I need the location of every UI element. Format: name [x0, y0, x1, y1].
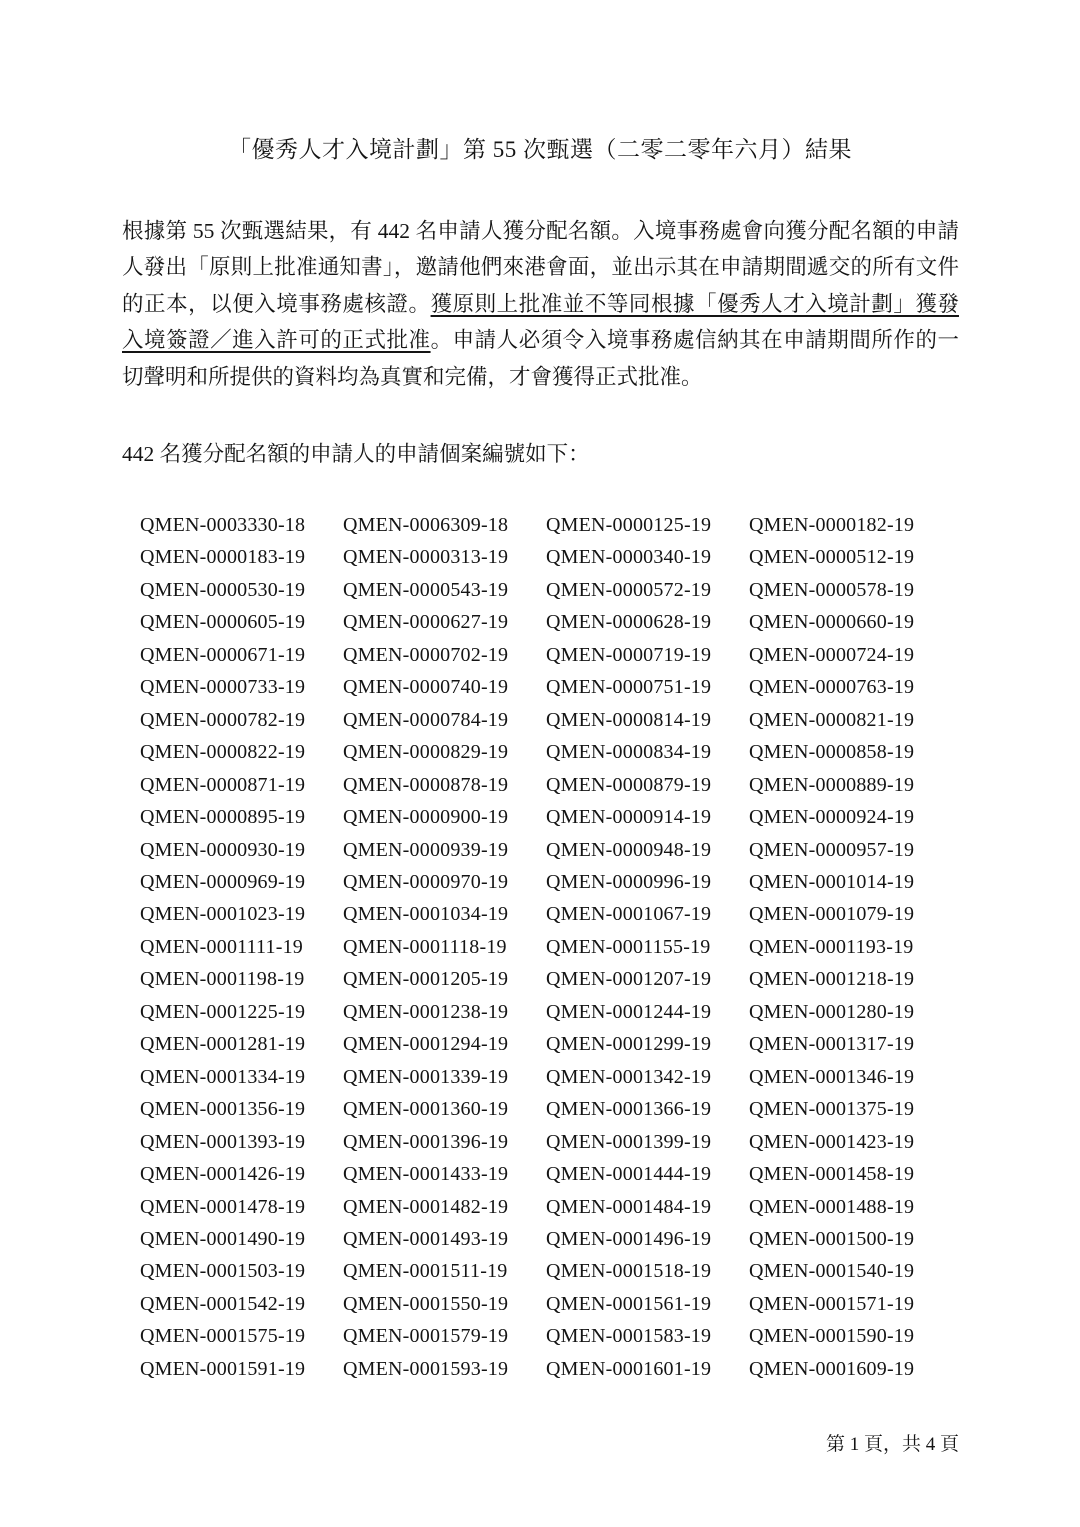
case-number: QMEN-0001014-19 [749, 871, 915, 894]
case-number: QMEN-0000605-19 [140, 611, 306, 634]
case-number: QMEN-0001339-19 [343, 1065, 509, 1088]
case-number: QMEN-0001542-19 [140, 1292, 306, 1315]
case-number: QMEN-0001067-19 [546, 903, 712, 926]
case-number: QMEN-0000858-19 [749, 741, 915, 764]
case-number: QMEN-0000879-19 [546, 773, 712, 796]
paragraph-text-2: 。申請人必須令入境事務處信納其在申請期間所作的一切聲明和所提供的資料均為真實和完備，才會獲得正式批准。 [122, 328, 959, 389]
case-number: QMEN-0001482-19 [343, 1195, 509, 1218]
case-number: QMEN-0001375-19 [749, 1098, 915, 1121]
case-number: QMEN-0001561-19 [546, 1292, 712, 1315]
case-number: QMEN-0001356-19 [140, 1098, 306, 1121]
case-number: QMEN-0001593-19 [343, 1357, 509, 1380]
case-number: QMEN-0001218-19 [749, 968, 915, 991]
case-number: QMEN-0000895-19 [140, 806, 306, 829]
case-number: QMEN-0000751-19 [546, 676, 712, 699]
case-number: QMEN-0001484-19 [546, 1195, 712, 1218]
case-number: QMEN-0000889-19 [749, 773, 915, 796]
case-number: QMEN-0000822-19 [140, 741, 306, 764]
case-number: QMEN-0000530-19 [140, 578, 306, 601]
document-title: 「優秀人才入境計劃」第 55 次甄選（二零二零年六月）結果 [228, 137, 852, 162]
case-number: QMEN-0000182-19 [749, 514, 915, 537]
case-number: QMEN-0001299-19 [546, 1033, 712, 1056]
case-number: QMEN-0001493-19 [343, 1228, 509, 1250]
case-number: QMEN-0000763-19 [749, 676, 915, 699]
case-number: QMEN-0001575-19 [140, 1325, 306, 1348]
case-number: QMEN-0000183-19 [140, 546, 306, 569]
case-number: QMEN-0000821-19 [749, 708, 915, 731]
case-number: QMEN-0001334-19 [140, 1065, 306, 1088]
case-number: QMEN-0001478-19 [140, 1195, 306, 1218]
paragraph-text-1: 根據第 55 次甄選結果，有 442 名申請人獲分配名額。入境事務處會向獲分配名額的申請人發出「原則上批准通知書」，邀請他們來港會面，並出示其在申請期間遞交的所有文件的正本，以便入境事務處核證。 [122, 219, 959, 316]
case-number: QMEN-0000871-19 [140, 773, 306, 796]
case-number: QMEN-0000957-19 [749, 838, 915, 861]
case-number: QMEN-0000512-19 [749, 546, 915, 569]
case-number: QMEN-0000814-19 [546, 708, 712, 731]
case-number: QMEN-0001433-19 [343, 1163, 509, 1186]
case-number: QMEN-0001317-19 [749, 1033, 915, 1056]
case-number: QMEN-0001280-19 [749, 1000, 915, 1023]
case-number: QMEN-0000660-19 [749, 611, 915, 634]
case-list-intro: 442 名獲分配名額的申請人的申請個案編號如下： [122, 442, 590, 467]
case-number: QMEN-0001244-19 [546, 1000, 712, 1023]
case-number: QMEN-0000948-19 [546, 838, 712, 861]
page-number: 第 1 頁，共 4 頁 [825, 1434, 959, 1455]
case-number: QMEN-0001511-19 [343, 1260, 508, 1283]
case-number: QMEN-0001342-19 [546, 1065, 712, 1088]
case-number: QMEN-0000996-19 [546, 871, 712, 894]
case-number: QMEN-0000125-19 [546, 514, 712, 537]
case-number: QMEN-0000939-19 [343, 838, 509, 861]
case-number: QMEN-0001366-19 [546, 1098, 712, 1121]
case-number: QMEN-0001205-19 [343, 968, 509, 991]
case-number: QMEN-0001207-19 [546, 968, 712, 991]
case-number: QMEN-0001198-19 [140, 968, 305, 991]
case-number: QMEN-0000313-19 [343, 546, 509, 569]
case-number: QMEN-0000829-19 [343, 741, 509, 764]
case-number: QMEN-0000930-19 [140, 838, 306, 861]
case-number: QMEN-0000782-19 [140, 708, 306, 731]
case-number: QMEN-0001488-19 [749, 1195, 915, 1218]
case-number: QMEN-0001518-19 [546, 1260, 712, 1283]
case-number: QMEN-0001346-19 [749, 1065, 915, 1088]
case-number: QMEN-0001458-19 [749, 1163, 915, 1186]
case-number: QMEN-0001079-19 [749, 903, 915, 926]
case-number: QMEN-0001500-19 [749, 1228, 915, 1250]
case-number: QMEN-0001426-19 [140, 1163, 306, 1186]
case-number: QMEN-0001193-19 [749, 935, 914, 958]
case-number: QMEN-0001540-19 [749, 1260, 915, 1283]
case-number: QMEN-0000924-19 [749, 806, 915, 829]
case-number: QMEN-0001571-19 [749, 1292, 915, 1315]
case-number: QMEN-0001601-19 [546, 1357, 712, 1380]
case-number: QMEN-0000543-19 [343, 578, 509, 601]
case-number: QMEN-0001023-19 [140, 903, 306, 926]
case-number: QMEN-0001393-19 [140, 1130, 306, 1153]
case-number: QMEN-0001294-19 [343, 1033, 509, 1056]
case-number-grid [140, 509, 960, 1385]
case-number: QMEN-0001503-19 [140, 1260, 306, 1283]
case-number: QMEN-0000572-19 [546, 578, 712, 601]
case-number: QMEN-0000719-19 [546, 643, 712, 666]
underlined-clause: 獲原則上批准並不等同根據「優秀人才入境計劃」獲發入境簽證／進入許可的正式批准 [122, 291, 959, 353]
case-number: QMEN-0001490-19 [140, 1228, 306, 1250]
case-number: QMEN-0000627-19 [343, 611, 509, 634]
case-number: QMEN-0000878-19 [343, 773, 509, 796]
case-number: QMEN-0001225-19 [140, 1000, 306, 1023]
case-number: QMEN-0001034-19 [343, 903, 509, 926]
case-number: QMEN-0000340-19 [546, 546, 712, 569]
case-number: QMEN-0000702-19 [343, 643, 509, 666]
case-number: QMEN-0001423-19 [749, 1130, 915, 1153]
case-number: QMEN-0001496-19 [546, 1228, 712, 1250]
case-number: QMEN-0001360-19 [343, 1098, 509, 1121]
case-number: QMEN-0001155-19 [546, 935, 711, 958]
case-number: QMEN-0000733-19 [140, 676, 306, 699]
case-number: QMEN-0000671-19 [140, 643, 306, 666]
case-number: QMEN-0000628-19 [546, 611, 712, 634]
case-number: QMEN-0001238-19 [343, 1000, 509, 1023]
case-number: QMEN-0006309-18 [343, 514, 509, 537]
case-number: QMEN-0001579-19 [343, 1325, 509, 1348]
case-number: QMEN-0001591-19 [140, 1357, 306, 1380]
case-number: QMEN-0001281-19 [140, 1033, 306, 1056]
case-number: QMEN-0001399-19 [546, 1130, 712, 1153]
case-number: QMEN-0000724-19 [749, 643, 915, 666]
case-number: QMEN-0001583-19 [546, 1325, 712, 1348]
intro-paragraph [122, 213, 959, 395]
case-number: QMEN-0001118-19 [343, 935, 507, 958]
case-number: QMEN-0000900-19 [343, 806, 509, 829]
case-number: QMEN-0003330-18 [140, 514, 306, 537]
case-number: QMEN-0001111-19 [140, 935, 303, 958]
case-number: QMEN-0001609-19 [749, 1357, 915, 1380]
case-number: QMEN-0000578-19 [749, 578, 915, 601]
case-number: QMEN-0000914-19 [546, 806, 712, 829]
case-number: QMEN-0001590-19 [749, 1325, 915, 1348]
case-number: QMEN-0000969-19 [140, 871, 306, 894]
case-number: QMEN-0000834-19 [546, 741, 712, 764]
case-number: QMEN-0000970-19 [343, 871, 509, 894]
case-number: QMEN-0000740-19 [343, 676, 509, 699]
case-number: QMEN-0000784-19 [343, 708, 509, 731]
case-number: QMEN-0001396-19 [343, 1130, 509, 1153]
case-number: QMEN-0001444-19 [546, 1163, 712, 1186]
case-number: QMEN-0001550-19 [343, 1292, 509, 1315]
